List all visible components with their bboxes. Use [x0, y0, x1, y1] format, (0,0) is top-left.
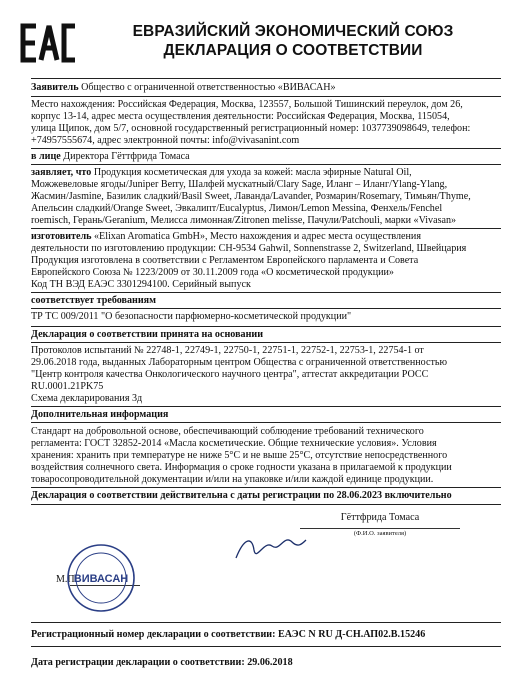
basis-label: Декларация о соответствии принята на основании — [31, 329, 264, 340]
additional-line: воздействия солнечного света. Информация о сроке годности указана в прилагаемой к продукции — [31, 461, 452, 473]
additional-line: товаросопроводительной документации и/или на упаковке и/или каждой единице продукции. — [31, 473, 434, 485]
stamp-text: ВИВАСАН — [73, 573, 129, 585]
declares-line: Продукция косметическая для ухода за кожей: масла эфирные Natural Oil, — [93, 167, 412, 178]
location-line: улица Щипок, дом 5/7, основной государственный регистрационный номер: 1037739098649, телефон: — [31, 122, 471, 134]
divider — [31, 487, 501, 488]
divider — [31, 308, 501, 309]
declares-line: Жасмин/Jasmine, Базилик сладкий/Basil Sweet, Лаванда/Lavander, Розмарин/Rosemary, Тимьян/Thyme, — [31, 190, 471, 202]
divider — [31, 406, 501, 407]
divider — [31, 148, 501, 149]
basis-line: Схема декларирования 3д — [31, 392, 143, 404]
location-block — [31, 99, 498, 147]
signatory-caption: (Ф.И.О. заявителя) — [353, 530, 407, 537]
basis-label-row — [31, 329, 498, 341]
additional-label: Дополнительная информация — [31, 409, 169, 420]
divider — [31, 228, 501, 229]
basis-line: RU.0001.21PK75 — [31, 380, 104, 392]
representative-label: в лице — [31, 151, 61, 162]
requirements-label: соответствует требованиям — [31, 295, 157, 306]
divider — [31, 422, 501, 423]
declares-line: roemisch, Герань/Geranium, Мелисса лимонная/Zitronen melisse, Пачули/Patchouli, марки «Vivasan» — [31, 214, 457, 226]
additional-line: Стандарт на добровольной основе, обеспечивающий соблюдение требований технического — [31, 426, 424, 437]
eac-logo — [20, 22, 78, 64]
validity-row — [31, 490, 498, 502]
divider — [31, 504, 501, 505]
handwritten-signature — [230, 528, 310, 568]
manufacturer-line: Продукция изготовлена в соответствии с Регламентом Европейского парламента и Совета — [31, 254, 419, 266]
declares-block — [31, 167, 498, 227]
manufacturer-line: деятельности по изготовлению продукции: CH-9534 Gahwil, Sonnenstrasse 2, Switzerland, Швейцария — [31, 242, 467, 254]
divider — [31, 622, 501, 623]
union-title: ЕВРАЗИЙСКИЙ ЭКОНОМИЧЕСКИЙ СОЮЗ — [132, 23, 454, 40]
registration-date: Дата регистрации декларации о соответствии: 29.06.2018 — [31, 657, 293, 668]
requirements-value-row — [31, 311, 498, 323]
divider — [31, 646, 501, 647]
basis-line: "Центр контроля качества Онкологического научного центра", аттестат аккредитации РОСС — [31, 368, 429, 380]
basis-block — [31, 345, 498, 405]
divider — [31, 342, 501, 343]
signatory-name: Гёттфрида Томаса — [340, 512, 420, 523]
declares-line: Можжевеловые ягоды/Juniper Berry, Шалфей мускатный/Clary Sage, Иланг – Иланг/Ylang-Ylang, — [31, 178, 448, 190]
stamp-place-label: М.П. — [56, 574, 78, 585]
manufacturer-line: «Elixan Aromatica GmbH», Место нахождения и адрес места осуществления — [93, 231, 421, 242]
manufacturer-block — [31, 231, 498, 291]
validity-text: Декларация о соответствии действительна с даты регистрации по 28.06.2023 включительно — [31, 490, 452, 501]
applicant-value: Общество с ограниченной ответственностью «ВИВАСАН» — [81, 82, 336, 93]
additional-line: регламента: ГОСТ 32852-2014 «Масла косметические. Общие технические условия». Условия — [31, 437, 437, 449]
representative-row — [31, 151, 498, 163]
additional-line: хранения: хранить при температуре не ниже 5°С и не выше 25°С, отсутствие непосредственного — [31, 449, 448, 461]
location-line: Место нахождения: Российская Федерация, Москва, 123557, Большой Тишинский переулок, дом 26, — [31, 99, 463, 110]
manufacturer-label: изготовитель — [31, 231, 92, 242]
representative-value: Директора Гёттфрида Томаса — [63, 151, 190, 162]
requirements-value: ТР ТС 009/2011 "О безопасности парфюмерно-косметической продукции" — [31, 311, 352, 322]
additional-block — [31, 426, 498, 486]
divider — [31, 326, 501, 327]
basis-line: Протоколов испытаний № 22748-1, 22749-1, 22750-1, 22751-1, 22752-1, 22753-1, 22754-1 от — [31, 345, 424, 356]
applicant-label: Заявитель — [31, 82, 79, 93]
divider — [31, 78, 501, 79]
registration-number: Регистрационный номер декларации о соответствии: ЕАЭС N RU Д-CH.АП02.В.15246 — [31, 629, 426, 640]
declaration-title: ДЕКЛАРАЦИЯ О СООТВЕТСТВИИ — [163, 42, 423, 59]
location-line: корпус 13-14, адрес места осуществления деятельности: Российская Федерация, Москва, 115054, — [31, 110, 450, 122]
signature-line — [300, 528, 460, 529]
divider — [31, 292, 501, 293]
company-stamp — [65, 542, 137, 614]
declares-line: Апельсин сладкий/Orange Sweet, Эвкалипт/Eucalyptus, Лимон/Lemon Messina, Фенхель/Fenchel — [31, 202, 443, 214]
additional-label-row — [31, 409, 498, 421]
requirements-block — [31, 295, 498, 307]
applicant-row — [31, 82, 498, 94]
manufacturer-line: Европейского Союза № 1223/2009 от 30.11.2009 года «О косметической продукции» — [31, 266, 394, 278]
location-line: +74957555674, адрес электронной почты: info@vivasanint.com — [31, 134, 300, 146]
divider — [31, 164, 501, 165]
document-header — [88, 22, 498, 60]
declares-label: заявляет, что — [31, 167, 92, 178]
basis-line: 29.06.2018 года, выданных Лабораторным центром Общества с ограниченной ответственностью — [31, 356, 448, 368]
divider — [31, 96, 501, 97]
manufacturer-line: Код ТН ВЭД ЕАЭС 3301294100. Серийный выпуск — [31, 278, 251, 290]
